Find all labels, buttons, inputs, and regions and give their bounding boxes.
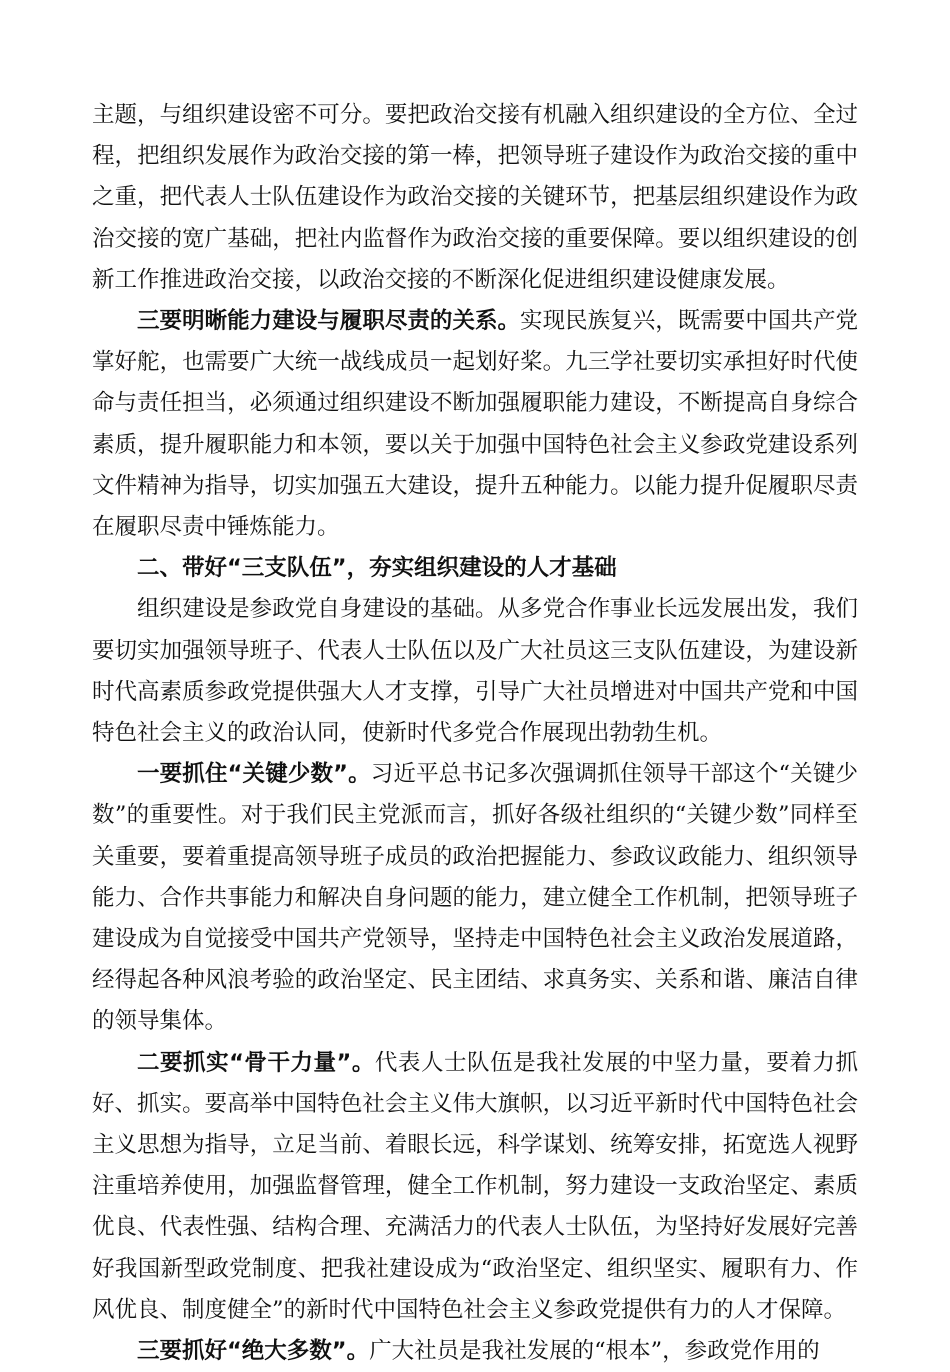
- paragraph-capability-duty: [92, 301, 858, 548]
- paragraph-lead-heading: 三要明晰能力建设与履职尽责的关系。: [137, 308, 521, 335]
- paragraph-body: 主题，与组织建设密不可分。要把政治交接有机融入组织建设的全方位、全过程，把组织发展作为政治交接的第一棒，把领导班子建设作为政治交接的重中之重，把代表人士队伍建设作为政治交接的关键环节，把基层组织建设作为政治交接的宽广基础，把社内监督作为政治交接的重要保障。要以组织建设的创新工作推进政治交接，以政治交接的不断深化促进组织建设健康发展。: [92, 102, 858, 293]
- paragraph-lead-heading: 一要抓住“关键少数”。: [137, 761, 371, 788]
- paragraph-key-minority: [92, 754, 858, 1042]
- paragraph-body: 习近平总书记多次强调抓住领导干部这个“关键少数”的重要性。对于我们民主党派而言，抓好各级社组织的“关键少数”同样至关重要，要着重提高领导班子成员的政治把握能力、参政议政能力、组织领导能力、合作共事能力和解决自身问题的能力，建立健全工作机制，把领导班子建设成为自觉接受中国共产党领导，坚持走中国特色社会主义政治发展道路，经得起各种风浪考验的政治坚定、民主团结、求真务实、关系和谐、廉洁自律的领导集体。: [92, 761, 858, 1035]
- paragraph-lead-heading: 二要抓实“骨干力量”。: [137, 1049, 375, 1076]
- paragraph-body: 实现民族复兴，既需要中国共产党掌好舵，也需要广大统一战线成员一起划好桨。九三学社要切实承担好时代使命与责任担当，必须通过组织建设不断加强履职能力建设，不断提高自身综合素质，提升履职能力和本领，要以关于加强中国特色社会主义参政党建设系列文件精神为指导，切实加强五大建设，提升五种能力。以能力提升促履职尽责在履职尽责中锤炼能力。: [92, 308, 858, 541]
- paragraph-body: 组织建设是参政党自身建设的基础。从多党合作事业长远发展出发，我们要切实加强领导班子、代表人士队伍以及广大社员这三支队伍建设，为建设新时代高素质参政党提供强大人才支撑，引导广大社员增进对中国共产党和中国特色社会主义的政治认同，使新时代多党合作展现出勃勃生机。: [92, 596, 858, 747]
- paragraph-vast-majority: [92, 1331, 858, 1372]
- paragraph-body: 广大社员是我社发展的“根本”，参政党作用的: [369, 1338, 820, 1365]
- paragraph-section-intro: [92, 589, 858, 754]
- paragraph-body: 代表人士队伍是我社发展的中坚力量，要着力抓好、抓实。要高举中国特色社会主义伟大旗帜，以习近平新时代中国特色社会主义思想为指导，立足当前、着眼长远，科学谋划、统筹安排，拓宽选人视野注重培养使用，加强监督管理，健全工作机制，努力建设一支政治坚定、素质优良、代表性强、结构合理、充满活力的代表人士队伍，为坚持好发展好完善好我国新型政党制度、把我社建设成为“政治坚定、组织坚实、履职有力、作风优良、制度健全”的新时代中国特色社会主义参政党提供有力的人才保障。: [92, 1049, 858, 1323]
- paragraph-backbone-force: [92, 1043, 858, 1331]
- paragraph-organization-transition: [92, 95, 858, 301]
- section-heading: 二、带好“三支队伍”，夯实组织建设的人才基础: [137, 555, 617, 582]
- paragraph-lead-heading: 三要抓好“绝大多数”。: [137, 1338, 370, 1365]
- document-page: [92, 95, 858, 1372]
